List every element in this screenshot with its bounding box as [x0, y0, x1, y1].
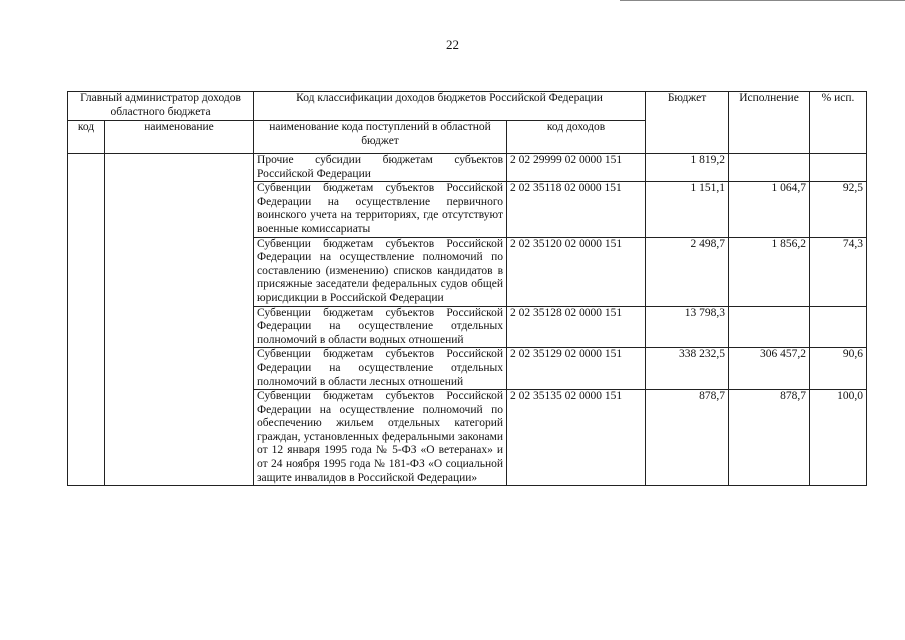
budget-cell: 2 498,7: [646, 237, 729, 306]
execution-cell: 306 457,2: [729, 348, 810, 390]
header-percent: % исп.: [810, 92, 867, 154]
header-admin-group: Главный администратор доходов областного бюджета: [68, 92, 254, 121]
income-code-cell: 2 02 35135 02 0000 151: [507, 390, 646, 486]
income-code-cell: 2 02 35120 02 0000 151: [507, 237, 646, 306]
percent-cell: [810, 306, 867, 348]
receipt-name-cell: Субвенции бюджетам субъектов Российской Федерации на осуществление полномочий по составлению (изменению) списков кандидатов в присяжные заседатели федеральных судов общей юрисдикции в Российской Федерации: [254, 237, 507, 306]
receipt-name-cell: Прочие субсидии бюджетам субъектов Российской Федерации: [254, 154, 507, 182]
execution-cell: [729, 306, 810, 348]
execution-cell: 1 856,2: [729, 237, 810, 306]
percent-cell: 100,0: [810, 390, 867, 486]
header-admin-name: наименование: [105, 121, 254, 154]
income-code-cell: 2 02 29999 02 0000 151: [507, 154, 646, 182]
header-admin-code: код: [68, 121, 105, 154]
header-execution: Исполнение: [729, 92, 810, 154]
receipt-name-cell: Субвенции бюджетам субъектов Российской Федерации на осуществление отдельных полномочий в области лесных отношений: [254, 348, 507, 390]
percent-cell: 92,5: [810, 182, 867, 237]
budget-cell: 1 819,2: [646, 154, 729, 182]
income-table: [67, 91, 867, 486]
header-classification-group: Код классификации доходов бюджетов Российской Федерации: [254, 92, 646, 121]
budget-cell: 1 151,1: [646, 182, 729, 237]
table-row: [68, 154, 867, 182]
income-code-cell: 2 02 35129 02 0000 151: [507, 348, 646, 390]
execution-cell: 1 064,7: [729, 182, 810, 237]
header-receipt-name: наименование кода поступлений в областной бюджет: [254, 121, 507, 154]
income-code-cell: 2 02 35118 02 0000 151: [507, 182, 646, 237]
income-code-cell: 2 02 35128 02 0000 151: [507, 306, 646, 348]
budget-cell: 338 232,5: [646, 348, 729, 390]
header-income-code: код доходов: [507, 121, 646, 154]
header-budget: Бюджет: [646, 92, 729, 154]
execution-cell: [729, 154, 810, 182]
top-edge-line: [620, 0, 905, 1]
budget-cell: 878,7: [646, 390, 729, 486]
admin-name-cell: [105, 154, 254, 486]
receipt-name-cell: Субвенции бюджетам субъектов Российской Федерации на осуществление первичного воинского учета на территориях, где отсутствуют военные комиссариаты: [254, 182, 507, 237]
budget-cell: 13 798,3: [646, 306, 729, 348]
page-number: 22: [446, 37, 459, 52]
receipt-name-cell: Субвенции бюджетам субъектов Российской Федерации на осуществление полномочий по обеспечению жильем отдельных категорий граждан, установленных федеральными законами от 12 января 1995 года № 5-ФЗ «О ветеранах» и от 24 ноября 1995 года № 181-ФЗ «О социальной защите инвалидов в Российской Федерации»: [254, 390, 507, 486]
percent-cell: [810, 154, 867, 182]
admin-code-cell: [68, 154, 105, 486]
percent-cell: 74,3: [810, 237, 867, 306]
execution-cell: 878,7: [729, 390, 810, 486]
percent-cell: 90,6: [810, 348, 867, 390]
receipt-name-cell: Субвенции бюджетам субъектов Российской Федерации на осуществление отдельных полномочий в области водных отношений: [254, 306, 507, 348]
